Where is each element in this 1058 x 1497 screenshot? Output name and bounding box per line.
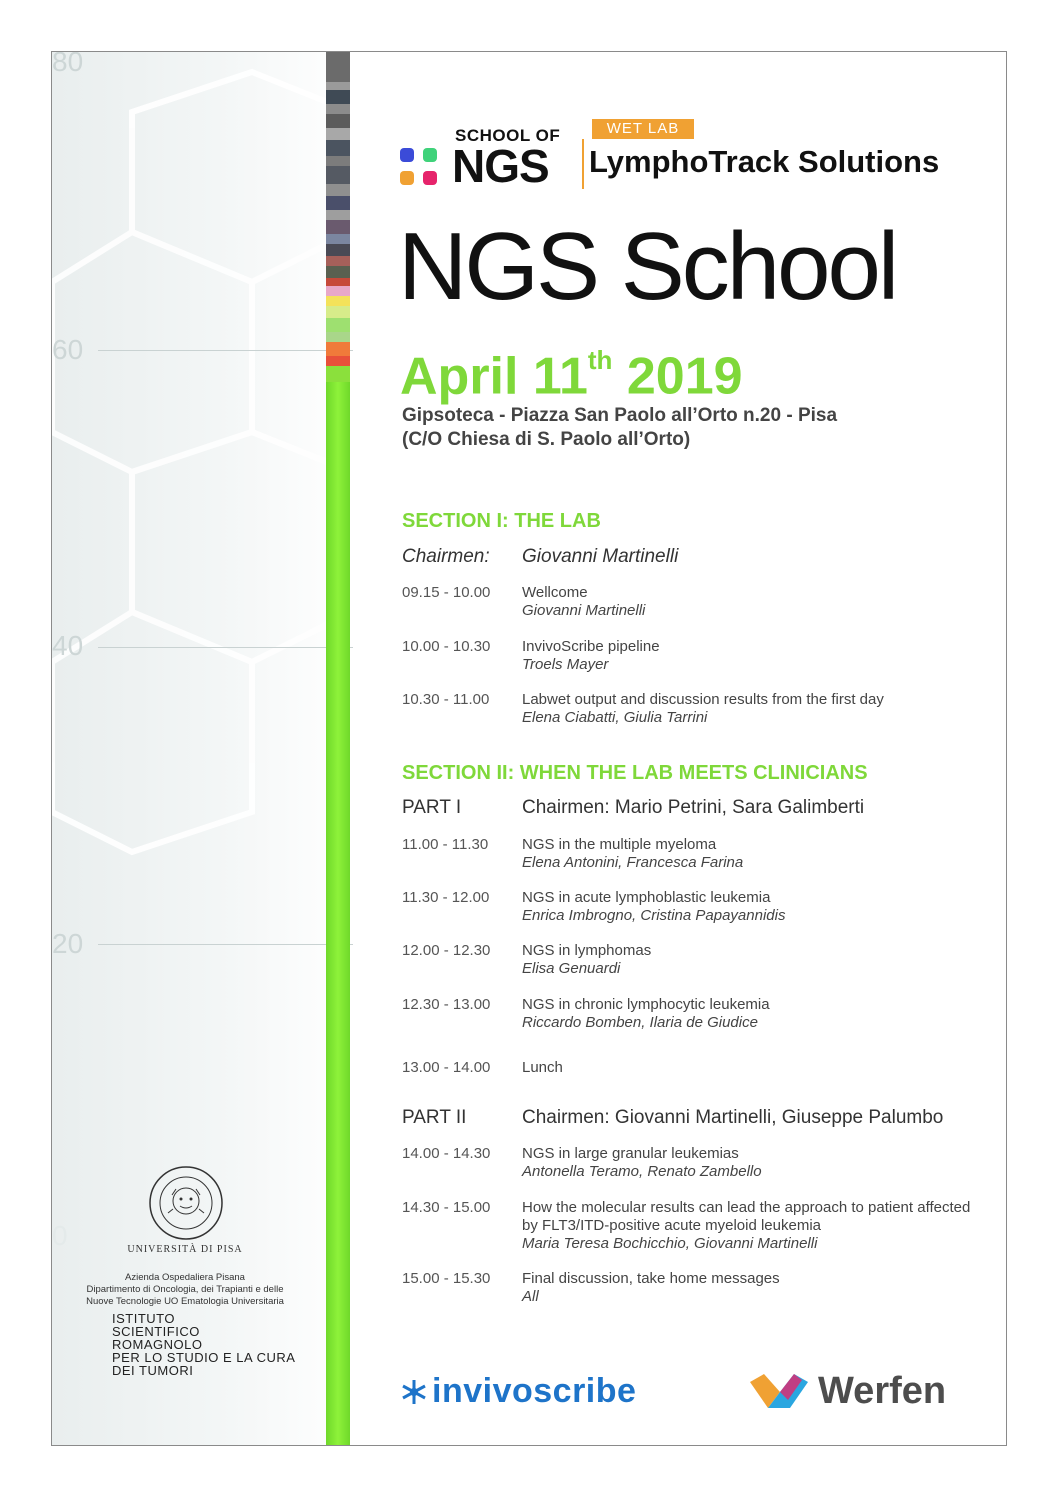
ruler-label: 20 (52, 928, 84, 959)
session-title: Final discussion, take home messages (522, 1270, 780, 1287)
werfen-logo-icon (750, 1372, 812, 1410)
ngs-dot-green (423, 148, 437, 162)
chair-value: Giovanni Martinelli (522, 546, 679, 567)
invivoscribe-logo: invivoscribe (432, 1372, 637, 1410)
session-title: Lunch (522, 1059, 563, 1076)
session-time: 10.30 - 11.00 (402, 691, 490, 708)
irst-line: PER LO STUDIO E LA CURA (112, 1350, 296, 1365)
color-gradient-strip (326, 52, 350, 1445)
session-title: NGS in acute lymphoblastic leukemia (522, 889, 771, 906)
part-chairmen: Chairmen: Mario Petrini, Sara Galimberti (522, 797, 865, 818)
ruler-label: 60 (52, 334, 84, 365)
ruler-label: 40 (52, 630, 84, 661)
irst-logo (112, 1312, 302, 1377)
session-speakers: Maria Teresa Bochicchio, Giovanni Martinelli (522, 1235, 818, 1252)
session-speakers: Elisa Genuardi (522, 960, 621, 977)
session-title: NGS in lymphomas (522, 942, 652, 959)
wet-lab-badge: WET LAB (592, 119, 694, 139)
lymphotrack-bar (582, 139, 584, 189)
session-speakers: All (522, 1288, 539, 1305)
part-label: PART II (402, 1107, 467, 1128)
part-chairmen: Chairmen: Giovanni Martinelli, Giuseppe Palumbo (522, 1107, 944, 1128)
venue-line: Gipsoteca - Piazza San Paolo all’Orto n.20 - Pisa (402, 405, 838, 426)
session-time: 14.00 - 14.30 (402, 1145, 491, 1162)
strip-green-band (326, 382, 350, 1446)
session-speakers: Elena Ciabatti, Giulia Tarrini (522, 709, 708, 726)
invivoscribe-icon (400, 1378, 428, 1406)
school-of-ngs-logo-main: NGS (452, 140, 549, 192)
ruler-line (98, 647, 353, 648)
hospital-info (60, 1272, 310, 1308)
chair-label: Chairmen: (402, 546, 490, 567)
page-title: NGS School (398, 213, 897, 320)
part-label: PART I (402, 797, 462, 818)
venue-line: (C/O Chiesa di S. Paolo all’Orto) (402, 429, 691, 450)
irst-line: DEI TUMORI (112, 1363, 194, 1378)
ngs-dot-orange (400, 171, 414, 185)
session-time: 09.15 - 10.00 (402, 584, 491, 601)
date-sup: th (587, 345, 613, 375)
session-speakers: Enrica Imbrogno, Cristina Papayannidis (522, 907, 786, 924)
event-date (400, 336, 743, 406)
session-title: NGS in large granular leukemias (522, 1145, 739, 1162)
ruler-line (98, 350, 353, 351)
university-name: UNIVERSITÀ DI PISA (127, 1244, 243, 1255)
session-time: 15.00 - 15.30 (402, 1270, 491, 1287)
session-title: Labwet output and discussion results from the first day (522, 691, 884, 708)
session-speakers: Riccardo Bomben, Ilaria de Giudice (522, 1014, 758, 1031)
lymphotrack-logo: LymphoTrack Solutions (589, 144, 940, 179)
session-time: 12.00 - 12.30 (402, 942, 491, 959)
session-speakers: Troels Mayer (522, 656, 609, 673)
session-time: 10.00 - 10.30 (402, 638, 491, 655)
werfen-logo: Werfen (818, 1370, 947, 1412)
date-prefix: April 11 (400, 347, 588, 406)
hospital-line: Azienda Ospedaliera Pisana (125, 1272, 245, 1283)
session-speakers: Elena Antonini, Francesca Farina (522, 854, 744, 871)
ruler-label: 80 (52, 51, 84, 77)
ngs-dot-blue (400, 148, 414, 162)
date-suffix: 2019 (612, 347, 743, 406)
irst-line: ISTITUTO (112, 1311, 175, 1326)
session-time: 14.30 - 15.00 (402, 1199, 491, 1216)
session-speakers: Antonella Teramo, Renato Zambello (522, 1163, 762, 1180)
session-title: NGS in the multiple myeloma (522, 836, 717, 853)
session-title: Wellcome (522, 584, 588, 601)
ruler-line (98, 944, 353, 945)
session-time: 12.30 - 13.00 (402, 996, 491, 1013)
session-speakers: Giovanni Martinelli (522, 602, 646, 619)
session-time: 13.00 - 14.00 (402, 1059, 491, 1076)
ngs-dot-pink (423, 171, 437, 185)
session-title: InvivoScribe pipeline (522, 638, 660, 655)
hospital-line: Nuove Tecnologie UO Ematologia Universitaria (86, 1296, 284, 1307)
irst-line: SCIENTIFICO (112, 1324, 200, 1339)
session-title: NGS in chronic lymphocytic leukemia (522, 996, 770, 1013)
session-time: 11.00 - 11.30 (402, 836, 489, 853)
school-of-ngs-logo-top: SCHOOL OF (455, 126, 561, 145)
strip-bands (326, 52, 350, 382)
section-heading: SECTION I: THE LAB (402, 510, 601, 532)
session-title: How the molecular results can lead the approach to patient affected by FLT3/ITD-positive acute myeloid leukemia (522, 1199, 971, 1234)
venue (402, 404, 837, 452)
section-heading: SECTION II: WHEN THE LAB MEETS CLINICIANS (402, 762, 868, 784)
irst-line: ROMAGNOLO (112, 1337, 203, 1352)
ruler-label: 0 (52, 1220, 68, 1251)
session-time: 11.30 - 12.00 (402, 889, 490, 906)
hospital-line: Dipartimento di Oncologia, dei Trapianti e delle (86, 1284, 284, 1295)
university-seal-icon (148, 1165, 224, 1241)
